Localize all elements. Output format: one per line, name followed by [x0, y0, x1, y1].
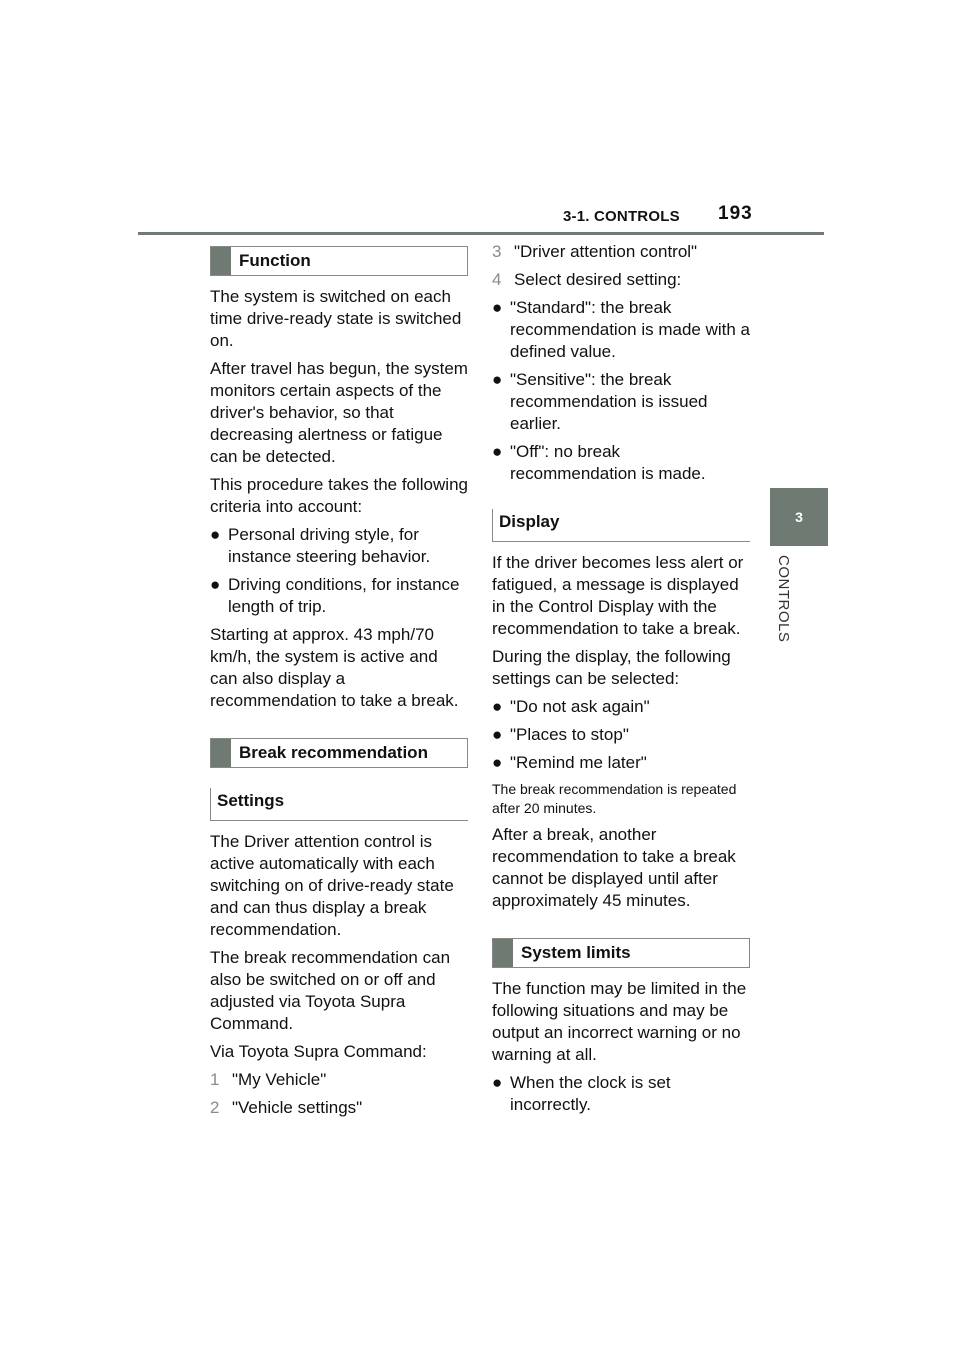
paragraph: If the driver becomes less alert or fatigued, a message is displayed in the Control Display with the recommendation to take a break. [492, 553, 744, 638]
paragraph: After travel has begun, the system monitors certain aspects of the driver's behavior, so that decreasing alertness or fatigue can be detected. [210, 359, 468, 466]
display-heading: Display [492, 509, 750, 542]
step-number: 3 [492, 242, 502, 261]
step-item [210, 1097, 468, 1119]
paragraph: The system is switched on each time drive-ready state is switched on. [210, 287, 462, 350]
paragraph: Starting at approx. 43 mph/70 km/h, the system is active and can also display a recommendation to take a break. [210, 625, 459, 710]
bullet-icon: ● [210, 575, 221, 594]
heading-bar [493, 939, 513, 967]
bullet-icon: ● [492, 1073, 503, 1092]
bullet-item [492, 696, 750, 718]
bullet-text: Driving conditions, for instance length of trip. [228, 575, 460, 616]
step-text: "My Vehicle" [232, 1070, 327, 1089]
bullet-icon: ● [210, 525, 221, 544]
bullet-item [492, 441, 750, 485]
system-limits-heading [492, 938, 750, 968]
header-rule [138, 232, 824, 235]
system-limits-heading-text: System limits [521, 943, 631, 962]
bullet-icon: ● [492, 370, 503, 389]
step-item [492, 269, 750, 291]
bullet-item [492, 1072, 750, 1116]
bullet-text: "Sensitive": the break recommendation is issued earlier. [510, 370, 708, 433]
bullet-text: When the clock is set incorrectly. [510, 1073, 671, 1114]
chapter-tab [770, 488, 828, 546]
paragraph: The function may be limited in the following situations and may be output an incorrect warning or no warning at all. [492, 979, 747, 1064]
step-text: "Vehicle settings" [232, 1098, 363, 1117]
right-column [492, 241, 750, 1116]
step-item [492, 241, 750, 263]
paragraph: Via Toyota Supra Command: [210, 1042, 427, 1061]
paragraph: After a break, another recommendation to take a break cannot be displayed until after approximately 45 minutes. [492, 825, 736, 910]
break-recommendation-heading [210, 738, 468, 768]
heading-bar [211, 247, 231, 275]
function-heading [210, 246, 468, 276]
step-number: 4 [492, 270, 502, 289]
bullet-icon: ● [492, 298, 503, 317]
bullet-item [210, 524, 468, 568]
bullet-icon: ● [492, 697, 503, 716]
left-column [210, 246, 468, 1119]
paragraph: This procedure takes the following criteria into account: [210, 475, 468, 516]
bullet-text: "Off": no break recommendation is made. [510, 442, 706, 483]
bullet-text: "Do not ask again" [510, 697, 650, 716]
function-heading-text: Function [239, 251, 311, 270]
step-number: 2 [210, 1098, 220, 1117]
bullet-text: "Places to stop" [510, 725, 629, 744]
bullet-item [492, 297, 750, 363]
chapter-side-label: CONTROLS [775, 555, 792, 643]
bullet-icon: ● [492, 725, 503, 744]
bullet-icon: ● [492, 442, 503, 461]
paragraph: The break recommendation can also be switched on or off and adjusted via Toyota Supra Command. [210, 948, 451, 1033]
bullet-text: "Standard": the break recommendation is made with a defined value. [510, 298, 751, 361]
heading-bar [211, 739, 231, 767]
note: The break recommendation is repeated after 20 minutes. [492, 781, 737, 816]
settings-heading: Settings [210, 788, 468, 821]
bullet-item [210, 574, 468, 618]
chapter-number: 3 [795, 509, 803, 525]
paragraph: During the display, the following settings can be selected: [492, 647, 731, 688]
break-recommendation-heading-text: Break recommendation [239, 743, 428, 762]
page-number: 193 [718, 203, 753, 224]
step-item [210, 1069, 468, 1091]
step-number: 1 [210, 1070, 220, 1089]
bullet-icon: ● [492, 753, 503, 772]
step-text: "Driver attention control" [514, 242, 698, 261]
bullet-item [492, 724, 750, 746]
bullet-item [492, 752, 750, 774]
paragraph: The Driver attention control is active automatically with each switching on of drive-ready state and can thus display a break recommendation. [210, 832, 454, 939]
bullet-item [492, 369, 750, 435]
bullet-text: Personal driving style, for instance steering behavior. [228, 525, 431, 566]
section-label: 3-1. CONTROLS [563, 208, 680, 225]
bullet-text: "Remind me later" [510, 753, 647, 772]
step-text: Select desired setting: [514, 270, 682, 289]
